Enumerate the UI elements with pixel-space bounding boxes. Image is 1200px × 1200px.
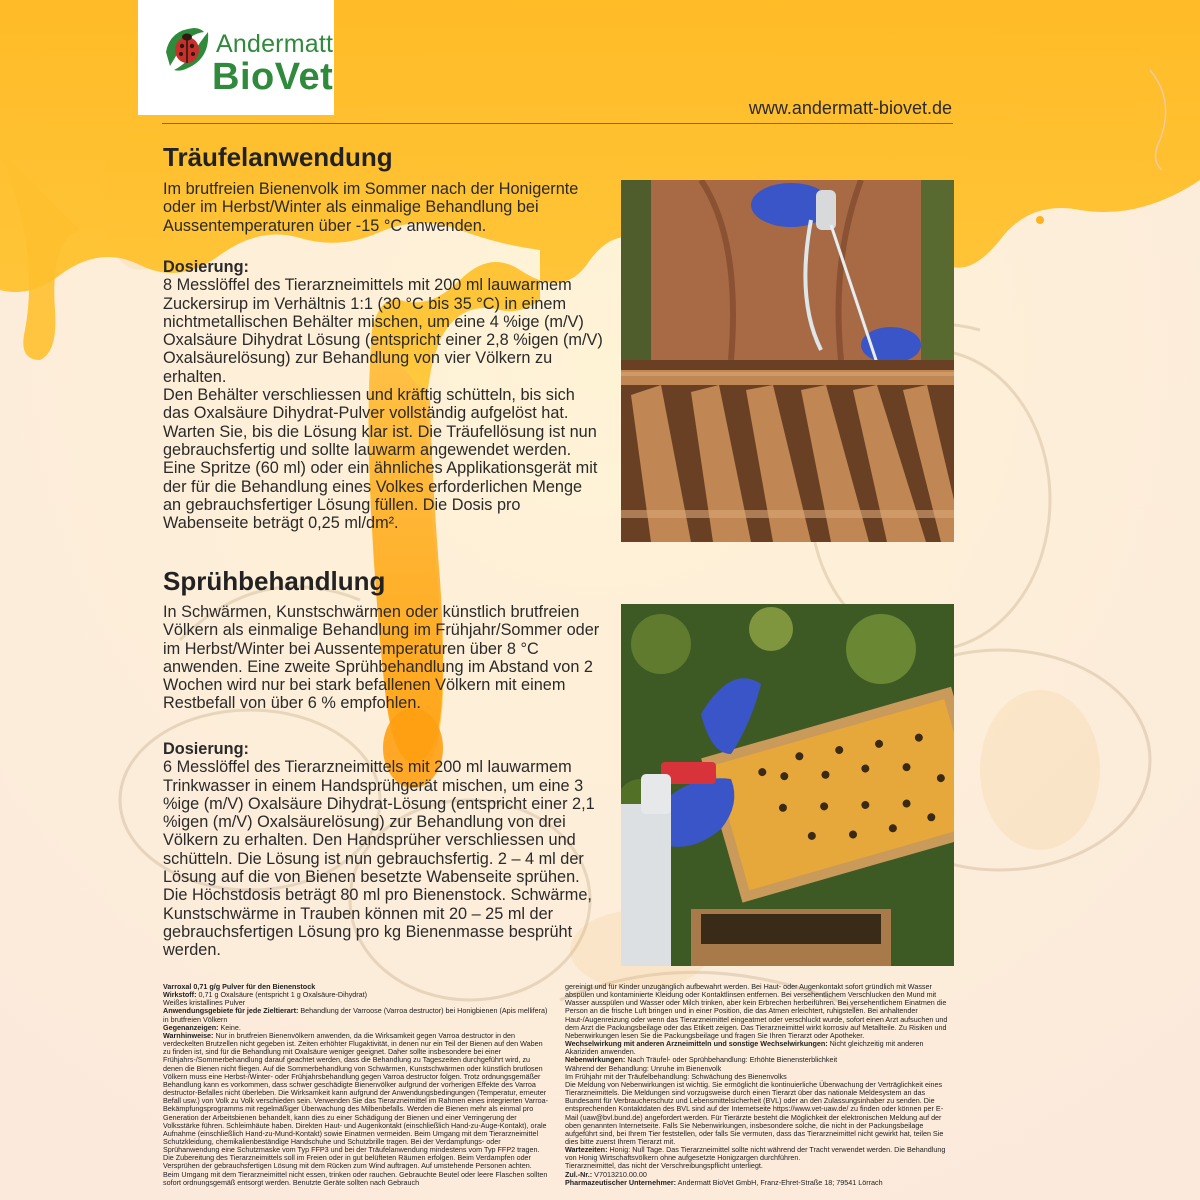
fineprint-gegenanzeigen-label: Gegenanzeigen: [163, 1022, 219, 1032]
fineprint-excipient: Weißes kristallines Pulver [163, 998, 246, 1008]
fineprint-neben: Nach Träufel- oder Sprühbehandlung: Erhöhte Bienensterblichkeit [627, 1055, 838, 1065]
header-divider [162, 123, 953, 124]
fineprint-left-column [163, 983, 548, 1187]
spraying-bee-covered-honeycomb-frame-photo [621, 604, 954, 966]
section1-dosage-text: 8 Messlöffel des Tierarzneimittels mit 200 ml lauwarmem Zuckersirup im Verhältnis 1:1 (30 °C bis 35 °C) in einem nichtmetallischen Behälter mischen, um eine 4 %ige (m/V) Oxalsäure Dihydrat Lösung (entspricht einer 2,8 %igen (m/V) Oxalsäurelösung) zur Behandlung von vier Völkern zu erhalten. [163, 276, 603, 386]
section-title-spruehbehandlung: Sprühbehandlung [163, 566, 386, 596]
fineprint-warte: Honig: Null Tage. Das Tierarzneimittel sollte nicht während der Tracht verwendet werden. Die Behandlung von Honig Wirtschaftsvölkern ohne aufgesetzte Honigzargen durchführen. [565, 1145, 946, 1163]
fineprint-anwendung-label: Anwendungsgebiete für jede Zieltierart: [163, 1006, 299, 1016]
fineprint-product-name: Varroxal 0,71 g/g Pulver für den Bienenstock [163, 982, 316, 991]
fineprint-neben2: Während der Behandlung: Unruhe im Bienenvolk [565, 1063, 722, 1073]
fineprint-wechsel-label: Wechselwirkung mit anderen Arzneimitteln und sonstige Wechselwirkungen: [565, 1039, 828, 1049]
section1-dosage-block [163, 258, 603, 532]
fineprint-wirkstoff-label: Wirkstoff: [163, 990, 197, 1000]
fineprint-warte-label: Wartezeiten: [565, 1145, 608, 1155]
fineprint-neben3: Im Frühjahr mit der Träufelbehandlung: Schwächung des Bienenvolks [565, 1071, 787, 1081]
fineprint-anwendung: Behandlung der Varroose (Varroa destructor) bei Honigbienen (Apis mellifera) in brutfreien Völkern [163, 1006, 548, 1024]
fineprint-zul: V7013210.00.00 [594, 1169, 647, 1179]
section1-intro: Im brutfreien Bienenvolk im Sommer nach der Honigernte oder im Herbst/Winter als einmalige Behandlung bei Aussentemperaturen über -15 °C anwenden. [163, 180, 579, 235]
fineprint-warnhinweise-label: Warnhinweise: [163, 1030, 214, 1040]
fineprint-right-column [565, 983, 955, 1187]
website-url[interactable]: www.andermatt-biovet.de [748, 98, 952, 118]
ladybug-leaf-logo-icon [160, 22, 212, 74]
fineprint-gegenanzeigen: Keine. [220, 1022, 241, 1032]
fineprint-wirkstoff: 0,71 g Oxalsäure (entspricht 1 g Oxalsäure-Dihydrat) [198, 990, 368, 1000]
section2-intro: In Schwärmen, Kunstschwärmen oder künstlich brutfreien Völkern als einmalige Behandlung im Frühjahr/Sommer oder im Herbst/Winter bei Aussentemperaturen über 8 °C anwenden. Eine zweite Sprühbehandlung im Abstand von 2 Wochen wird nur bei stark befallenen Völkern mit einem Restbefall von über 6 % empfohlen. [163, 603, 600, 713]
brand-logo [138, 0, 334, 115]
section1-dosage-text2: Den Behälter verschliessen und kräftig schütteln, bis sich das Oxalsäure Dihydrat-Pulver vollständig aufgelöst hat. Warten Sie, bis die Lösung klar ist. Die Träufellösung ist nun gebrauchsfertig und sollte lauwarm angewendet werden. Eine Spritze (60 ml) oder ein ähnliches Applikationsgerät mit der für die Behandlung eines Volkes erforderlichen Menge an gebrauchsfertiger Lösung füllen. Die Dosis pro Wabenseite beträgt 0,25 ml/dm². [163, 386, 598, 533]
brand-name-andermatt: Andermatt [216, 30, 334, 58]
fineprint-pu: Andermatt BioVet GmbH, Franz-Ehret-Straße 18; 79541 Lörrach [677, 1177, 883, 1187]
fineprint-warnhinweise: Nur in brutfreien Bienenvölkern anwenden, da die Wirksamkeit gegen Varroa destructor in den verdeckelten Brutzellen nicht gegeben ist. Zeiten erhöhter Flugaktivität, in denen nur ein Teil der Bienen auf den Waben zu finden ist, sind für die Behandlung mit Oxalsäure weniger geeignet. Daher sollte insbesondere bei einer Frühjahrs-/Sommerbehandlung darauf geachtet werden, dass die Behandlung zu Tageszeiten durchgeführt wird, zu denen die Bienen nicht fliegen. Auf die Sommerbehandlung von Schwärmen, Kunstschwärmen oder künstlich brutlosen Völkern muss eine Herbst-/Winter- oder Frühjahrsbehandlung gegen Varroa destructor folgen. Trotz ordnungsgemäßer Behandlung kann es vorkommen, dass schwer geschädigte Bienenvölker aufgrund der vorherigen Effekte des Varroa destructor-Befalles nicht überleben. Die Wirksamkeit kann aufgrund der Anwendungsbedingungen (Temperatur, erneuter Befall usw.) von Volk zu Volk verschieden sein. Verwenden Sie das Tierarzneimittel im Rahmen eines integrierten Varroa-Bekämpfungsprogramms mit regelmäßiger Überwachung des Milbenbefalls. Werden die Bienen mehr als einmal pro Generation der Arbeitsbienen behandelt, kann dies zu einer Schädigung der Bienen und einer Verringerung der Volksstärke führen. Schleimhäute haben. Direkten Haut- und Augenkontakt (einschließlich Hand-zu-Auge-Kontakt), orale Aufnahme (einschließlich Hand-zu-Mund-Kontakt) sowie Einatmen vermeiden. Beim Umgang mit dem Tierarzneimittel Schutzkleidung, chemikalienbeständige Handschuhe und Schutzbrille tragen. Bei der Verdampfungs- oder Sprühanwendung eine Schutzmaske vom Typ FFP3 und bei der Träufelanwendung mindestens vom Typ FFP2 tragen. Die Zubereitung des Tierarzneimittels soll im Freien oder in gut belüfteten Räumen erfolgen. Beim Verdampfen oder Versprühen der gebrauchsfertigen Lösung mit dem Rücken zum Wind auftragen. Auf umstehende Personen achten. Beim Umgang mit dem Tierarzneimittel nicht essen, trinken oder rauchen. Gebrauchte Beutel oder leere Flaschen sollten sofort ordnungsgemäß entsorgt werden. Benutzte Geräte sollten nach Gebrauch [163, 1030, 548, 1187]
section2-dosage-text: 6 Messlöffel des Tierarzneimittels mit 200 ml lauwarmem Trinkwasser in einem Handsprühgerät mischen, um eine 3 %ige (m/V) Oxalsäure Dihydrat-Lösung (entspricht einer 2,1 %igen (m/V) Oxalsäurelösung) zur Behandlung von drei Völkern zu erhalten. Den Handsprüher verschliessen und schütteln. Die Lösung ist nun gebrauchsfertig. 2 – 4 ml der Lösung auf die von Bienen besetzte Wabenseite sprühen. Die Höchstdosis beträgt 80 ml pro Bienenstock. Schwärme, Kunstschwärme in Trauben können mit 20 – 25 ml der gebrauchsfertigen Lösung pro kg Bienenmasse besprüht werden. [163, 758, 595, 960]
fineprint-neben-label: Nebenwirkungen: [565, 1055, 626, 1065]
fineprint-verschreibung: Tierarzneimittel, das nicht der Verschreibungspflicht unterliegt. [565, 1161, 763, 1171]
section1-dosage-label: Dosierung: [163, 258, 249, 276]
fineprint-melde: Die Meldung von Nebenwirkungen ist wichtig. Sie ermöglicht die kontinuierliche Überwachung der Verträglichkeit eines Tierarzneimittels. Die Meldungen sind vorzugsweise durch einen Tierarzt über das nationale Meldesystem an das Bundesamt für Verbraucherschutz und Lebensmittelsicherheit (BVL) oder an den Zulassungsinhaber zu senden. Die entsprechenden Kontaktdaten des BVL sind auf der Internetseite https://www.vet-uaw.de/ zu finden oder können per E-Mail (uaw@bvl.bund.de) angefordert werden. Für Tierärzte besteht die Möglichkeit der elektronischen Meldung auf der oben genannten Internetseite. Falls Sie Nebenwirkungen, insbesondere solche, die nicht in der Packungsbeilage aufgeführt sind, bei Ihrem Tier feststellen, oder falls Sie vermuten, dass das Tierarzneimittel nicht gewirkt hat, teilen Sie dies bitte zuerst Ihrem Tierarzt mit. [565, 1079, 944, 1146]
brand-name-biovet: BioVet [212, 56, 334, 98]
section-title-traeufelanwendung: Träufelanwendung [163, 142, 393, 172]
fineprint-pu-label: Pharmazeutischer Unternehmer: [565, 1177, 677, 1187]
section2-dosage-label: Dosierung: [163, 740, 249, 758]
fineprint-zul-label: Zul.-Nr.: [565, 1169, 593, 1179]
section2-dosage-block [163, 740, 603, 960]
fineprint-wechsel: Nicht gleichzeitig mit anderen Akariziden anwenden. [565, 1039, 924, 1057]
beekeeper-applying-solution-to-hive-frames-photo [621, 180, 954, 542]
fineprint-continuation: gereinigt und für Kinder unzugänglich aufbewahrt werden. Bei Haut- oder Augenkontakt sofort gründlich mit Wasser abspülen und kontaminierte Kleidung oder Kontaktlinsen entfernen. Bei versehentlichem Verschlucken den Mund mit Wasser ausspülen und Wasser oder Milch trinken, aber kein Erbrechen herbeiführen. Bei versehentlichem Einatmen die Person an die frische Luft bringen und in einer Position, die das Atmen erleichtert, ruhigstellen. Bei anhaltender Haut-/Augenreizung oder wenn das Tierarzneimittel eingeatmet oder verschluckt wurde, sofort einen Arzt aufsuchen und dem Arzt die Packungsbeilage oder das Etikett zeigen. Das Tierarzneimittel wirkt korrosiv auf Metallteile. Zu Risiken und Nebenwirkungen lesen Sie die Packungsbeilage und fragen Sie Ihren Tierarzt oder Apotheker. [565, 982, 948, 1040]
